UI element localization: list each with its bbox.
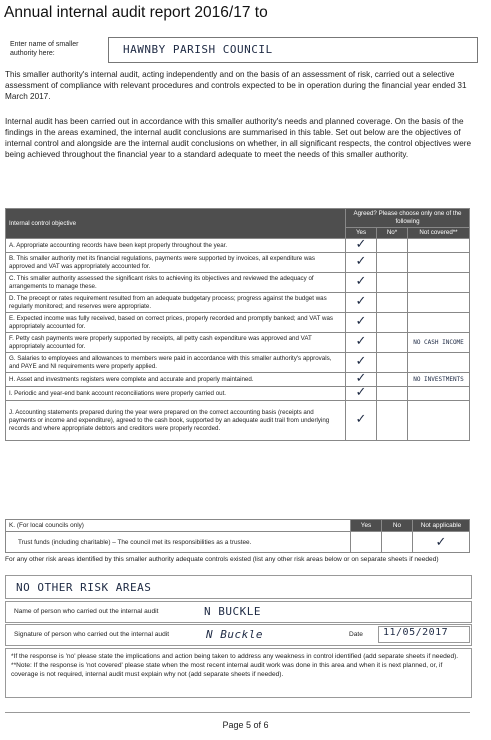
other-risk-label: For any other risk areas identified by this smaller authority adequate controls existed (list any other risk areas below or on separate sheets if needed)	[5, 556, 439, 563]
tick-mark: ✓	[355, 313, 367, 328]
k-no-cell[interactable]	[382, 532, 413, 553]
tick-mark: ✓	[355, 253, 367, 268]
k-line-1: K. (For local councils only)	[6, 520, 351, 532]
signature-value[interactable]: N Buckle	[206, 628, 263, 641]
date-label: Date	[349, 631, 363, 638]
tick-mark: ✓	[355, 353, 367, 368]
tick-mark: ✓	[355, 273, 367, 288]
col-yes-header: Yes	[346, 228, 377, 239]
table-row	[6, 293, 470, 313]
footnote-no: *If the response is 'no' please state the implications and action being taken to address any weakness in control identified (add separate sheets if needed).	[11, 653, 459, 660]
tick-mark: ✓	[355, 384, 367, 399]
control-objective-text: D. The precept or rates requirement resulted from an adequate budgetary process; progress against the budget was regularly monitored; and reserves were appropriate.	[6, 293, 346, 313]
k-line-2: Trust funds (including charitable) – The council met its responsibilities as a trustee.	[6, 532, 351, 553]
no-cell[interactable]	[377, 313, 408, 333]
tick-mark: ✓	[355, 370, 367, 385]
yes-cell[interactable]	[346, 236, 377, 253]
not-covered-cell[interactable]	[408, 253, 470, 273]
control-objective-text: J. Accounting statements prepared during the year were prepared on the correct accounting basis (receipts and payments or income and expenditure), agreed to the cash book, supported by an adequate audit trail from underlying records and where appropriate debtors and creditors were properly recorded.	[6, 401, 346, 441]
control-objective-text: I. Periodic and year-end bank account reconciliations were properly carried out.	[6, 387, 346, 401]
control-objective-text: B. This smaller authority met its financial regulations, payments were supported by invoices, all expenditure was approved and VAT was appropriately accounted for.	[6, 253, 346, 273]
k-na-header: Not applicable	[413, 520, 470, 532]
no-cell[interactable]	[377, 253, 408, 273]
internal-control-table	[5, 208, 470, 441]
yes-cell[interactable]	[346, 313, 377, 333]
tick-mark: ✓	[355, 411, 367, 426]
tick-mark: ✓	[355, 293, 367, 308]
signature-label: Signature of person who carried out the internal audit	[14, 631, 170, 638]
auditor-signature-row	[5, 624, 472, 646]
authority-name-field[interactable]	[108, 37, 478, 63]
no-cell[interactable]	[377, 387, 408, 401]
yes-cell[interactable]	[346, 384, 377, 401]
not-covered-cell[interactable]	[408, 313, 470, 333]
no-cell[interactable]	[377, 293, 408, 313]
control-objective-text: H. Asset and investments registers were complete and accurate and properly maintained.	[6, 373, 346, 387]
not-covered-cell[interactable]	[408, 373, 470, 387]
not-covered-cell[interactable]	[408, 333, 470, 353]
table-row	[6, 239, 470, 253]
table-row	[6, 373, 470, 387]
no-cell[interactable]	[377, 373, 408, 387]
auditor-name-value[interactable]: N BUCKLE	[204, 605, 261, 618]
tick-mark: ✓	[355, 236, 367, 251]
k-yes-header: Yes	[351, 520, 382, 532]
table-row	[6, 353, 470, 373]
authority-label: Enter name of smaller authority here:	[10, 41, 79, 57]
table-row	[6, 387, 470, 401]
yes-cell[interactable]	[346, 253, 377, 273]
control-objective-text: A. Appropriate accounting records have been kept properly throughout the year.	[6, 239, 346, 253]
other-risk-value: NO OTHER RISK AREAS	[16, 581, 152, 594]
trust-funds-table	[5, 519, 470, 553]
control-objective-text: G. Salaries to employees and allowances to members were paid in accordance with this smaller authority's approvals, and PAYE and NI requirements were properly applied.	[6, 353, 346, 373]
no-cell[interactable]	[377, 353, 408, 373]
not-covered-cell[interactable]	[408, 353, 470, 373]
control-objective-text: C. This smaller authority assessed the significant risks to achieving its objectives and reviewed the adequacy of arrangements to manage these.	[6, 273, 346, 293]
other-risk-field[interactable]	[5, 575, 472, 599]
table-row	[6, 333, 470, 353]
k-na-cell[interactable]	[413, 532, 470, 553]
yes-cell[interactable]	[346, 333, 377, 353]
auditor-name-row	[5, 601, 472, 623]
page-title: Annual internal audit report 2016/17 to	[4, 4, 268, 21]
not-covered-cell[interactable]	[408, 273, 470, 293]
yes-cell[interactable]	[346, 273, 377, 293]
table-row	[6, 313, 470, 333]
not-covered-cell[interactable]	[408, 401, 470, 441]
tick-mark: ✓	[355, 333, 367, 348]
not-covered-cell[interactable]	[408, 387, 470, 401]
not-covered-note: NO CASH INCOME	[413, 338, 464, 346]
footnotes-box	[5, 648, 472, 698]
col-objective-header: Internal control objective	[6, 209, 346, 239]
footnote-not-covered: **Note: If the response is 'not covered' please state when the most recent internal audit work was done in this area and when it is next planned, or, if coverage is not required, internal audit must explain why not (add separate sheets if needed).	[11, 662, 443, 678]
date-value[interactable]: 11/05/2017	[378, 626, 470, 643]
control-objective-text: E. Expected income was fully received, based on correct prices, properly recorded and promptly banked; and VAT was appropriately accounted for.	[6, 313, 346, 333]
authority-name-value: HAWNBY PARISH COUNCIL	[123, 43, 273, 56]
not-covered-cell[interactable]	[408, 293, 470, 313]
intro-paragraph-2: Internal audit has been carried out in accordance with this smaller authority's needs and planned coverage. On the basis of the findings in the areas examined, the internal audit conclusions are summarised in this table. Set out below are the objectives of internal control and alongside are the internal audit conclusions on whether, in all significant respects, the control objectives were being achieved throughout the financial year to a standard adequate to meet the needs of this smaller authority.	[5, 117, 472, 159]
col-not-covered-header: Not covered**	[408, 228, 470, 239]
table-row	[6, 273, 470, 293]
table-row	[6, 253, 470, 273]
page-number: Page 5 of 6	[222, 720, 269, 730]
control-objective-text: F. Petty cash payments were properly supported by receipts, all petty cash expenditure was approved and VAT appropriately accounted for.	[6, 333, 346, 353]
yes-cell[interactable]	[346, 401, 377, 441]
table-row	[6, 401, 470, 441]
col-agreed-header: Agreed? Please choose only one of the following	[346, 209, 470, 228]
yes-cell[interactable]	[346, 293, 377, 313]
auditor-name-label: Name of person who carried out the internal audit	[14, 608, 159, 615]
k-no-header: No	[382, 520, 413, 532]
no-cell[interactable]	[377, 333, 408, 353]
tick-mark: ✓	[435, 534, 447, 549]
intro-paragraph-1: This smaller authority's internal audit, acting independently and on the basis of an assessment of risk, carried out a selective assessment of compliance with relevant procedures and controls expected to be in operation during the financial year ended 31 March 2017.	[5, 70, 467, 101]
no-cell[interactable]	[377, 273, 408, 293]
k-yes-cell[interactable]	[351, 532, 382, 553]
no-cell[interactable]	[377, 401, 408, 441]
no-cell[interactable]	[377, 239, 408, 253]
footer-divider	[5, 712, 470, 713]
not-covered-note: NO INVESTMENTS	[413, 375, 464, 383]
col-no-header: No*	[377, 228, 408, 239]
not-covered-cell[interactable]	[408, 239, 470, 253]
